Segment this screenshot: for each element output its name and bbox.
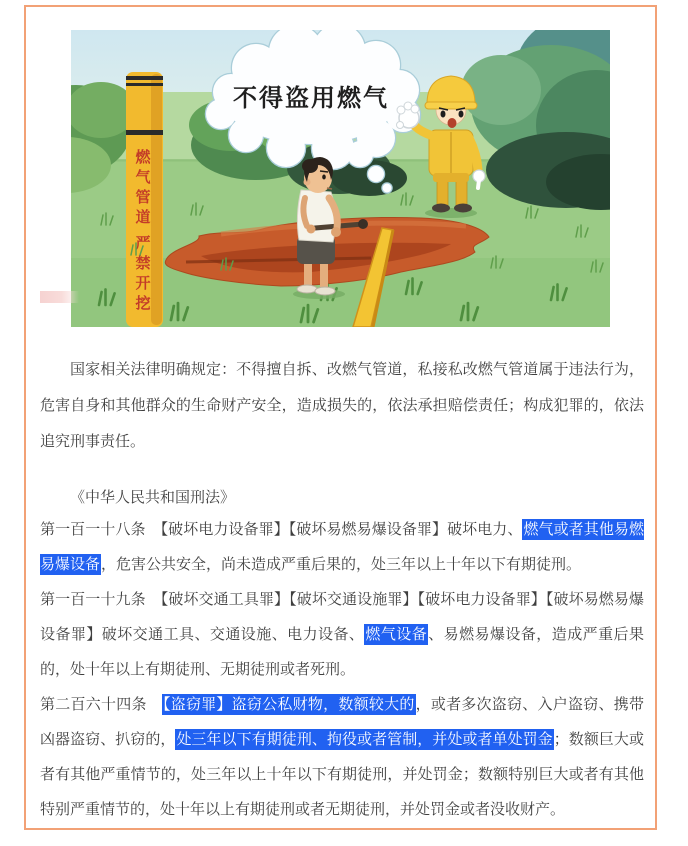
pole-char: 道 xyxy=(135,209,151,226)
pole-char: 严 xyxy=(135,235,151,252)
bubble-text: 不得盗用燃气 xyxy=(233,85,389,112)
pole-char: 管 xyxy=(135,189,151,206)
law-article xyxy=(40,582,644,687)
highlight-span: 燃气设备 xyxy=(365,626,428,643)
law-article xyxy=(40,687,644,827)
text-span: 第一百一十九条 【破坏交通工具罪】【破坏交通设施罪】【破坏电力设备罪】【破坏易燃易爆设备罪】破坏交通工具、交通设施、电力设备、 xyxy=(40,591,644,643)
text-span: ；数额巨大或者有其他严重情节的，处三年以上十年以下有期徒刑，并处罚金；数额特别巨大或者有其他特别严重情节的，处十年以上有期徒刑或者无期徒刑，并处罚金或者没收财产。 xyxy=(40,731,644,818)
article-body xyxy=(40,352,644,827)
text-span: 第一百一十八条 【破坏电力设备罪】【破坏易燃易爆设备罪】破坏电力、 xyxy=(40,521,523,538)
highlight-span: 【盗窃罪】盗窃公私财物，数额较大的 xyxy=(162,696,415,713)
law-article xyxy=(40,512,644,582)
warning-pole xyxy=(126,72,163,327)
pole-band xyxy=(126,83,163,86)
pole-char: 气 xyxy=(135,169,151,186)
pole-char: 挖 xyxy=(135,295,151,312)
worker-glove-raised xyxy=(397,102,420,129)
law-articles xyxy=(40,512,644,827)
pole-char: 开 xyxy=(135,275,151,292)
pole-char: 禁 xyxy=(135,255,151,272)
gas-safety-cartoon-image xyxy=(71,30,610,327)
text-span: ，或者多次盗窃、入户盗窃、携带凶器盗窃、扒窃的， xyxy=(40,696,644,748)
pole-char: 燃 xyxy=(135,149,151,166)
text-span: 、易燃易爆设备，造成严重后果的，处十年以上有期徒刑、无期徒刑或者死刑。 xyxy=(40,626,644,678)
text-span: 第二百六十四条 xyxy=(40,696,162,713)
highlight-span: 处三年以下有期徒刑、拘役或者管制，并处或者单处罚金 xyxy=(176,731,553,748)
highlight-span: 燃气或者其他易燃易爆设备 xyxy=(40,521,644,573)
pole-band xyxy=(126,76,163,80)
intro-paragraph: 国家相关法律明确规定：不得擅自拆、改燃气管道，私接私改燃气管道属于违法行为，危害自身和其他群众的生命财产安全，造成损失的，依法承担赔偿责任；构成犯罪的，依法追究刑事责任。 xyxy=(40,361,644,450)
text-span: ，危害公共安全，尚未造成严重后果的，处三年以上十年以下有期徒刑。 xyxy=(101,556,582,573)
law-title: 《中华人民共和国刑法》 xyxy=(70,489,236,506)
pink-highlight-artifact xyxy=(40,291,79,303)
pole-band xyxy=(126,130,163,135)
